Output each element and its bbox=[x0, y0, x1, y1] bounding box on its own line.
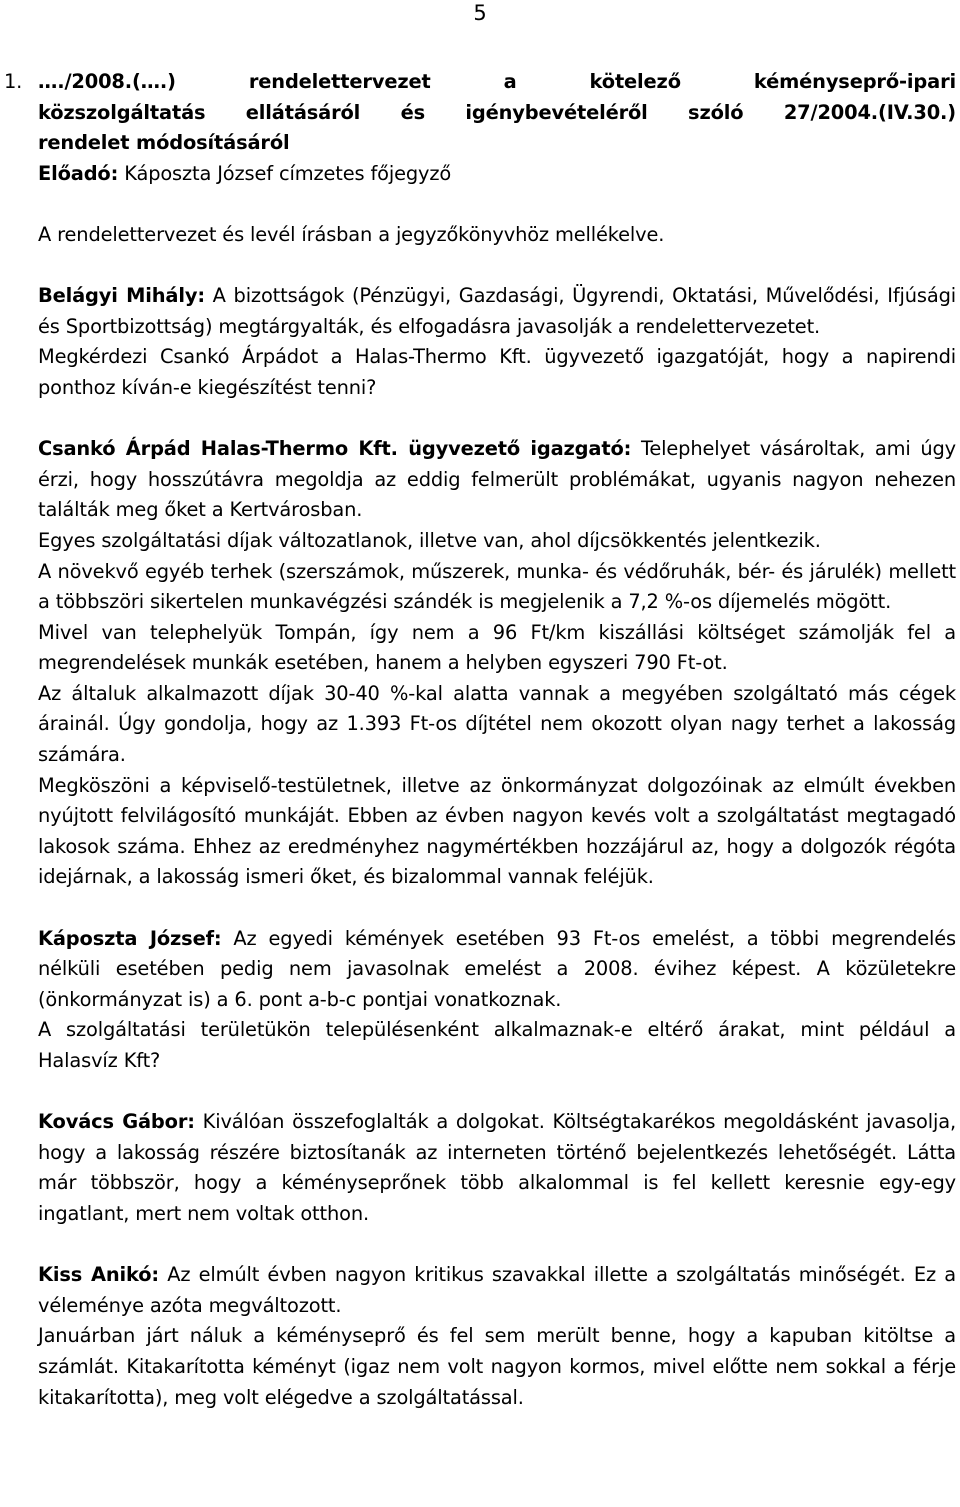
speech-paragraph bbox=[38, 281, 956, 342]
speech-paragraph: Mivel van telephelyük Tompán, így nem a 96 Ft/km kiszállási költséget számolják fel a megrendelések munkák esetében, hanem a helyben egyszeri 790 Ft-ot. bbox=[38, 620, 956, 675]
speech-text: Telephelyet vásároltak, ami úgy érzi, hogy hosszútávra megoldja az eddig felmerült problémákat, ugyanis nagyon nehezen találták meg őket a Kertvárosban. bbox=[38, 437, 957, 522]
speech-block bbox=[38, 1260, 956, 1413]
speaker-name: Csankó Árpád Halas-Thermo Kft. ügyvezető igazgató: bbox=[38, 437, 632, 461]
agenda-title-line-2: közszolgáltatás ellátásáról és igénybevételéről szóló 27/2004.(IV.30.) bbox=[38, 100, 956, 124]
presenter-line bbox=[38, 159, 956, 190]
speaker-name: Kovács Gábor: bbox=[38, 1110, 195, 1134]
agenda-title-line-3: rendelet módosításáról bbox=[38, 131, 290, 155]
agenda-title-line-1: …./2008.(….) rendelettervezet a kötelező kéményseprő-ipari bbox=[38, 70, 956, 93]
agenda-item-title bbox=[4, 67, 956, 159]
speech-block bbox=[38, 281, 956, 403]
speech-text: Az elmúlt évben nagyon kritikus szavakkal illette a szolgáltatás minőségét. Ez a véleménye azóta megváltozott. bbox=[38, 1263, 957, 1317]
presenter-name: Káposzta József címzetes főjegyző bbox=[118, 161, 452, 185]
page-number: 5 bbox=[473, 1, 487, 25]
speech-block bbox=[38, 1107, 956, 1229]
speech-block bbox=[38, 924, 956, 1077]
speech-paragraph: A szolgáltatási területükön településenként alkalmaznak-e eltérő árakat, mint például a Halasvíz Kft? bbox=[38, 1018, 956, 1072]
speech-text: Kiválóan összefoglalták a dolgokat. Költségtakarékos megoldásként javasolja, hogy a lakosság részére biztosítanák az interneten történő bejelentkezés lehetőségét. Látta már többször, hogy a kéményseprőnek több alkalommal is fel kellett keresnie egy-egy ingatlant, mert nem voltak otthon. bbox=[38, 1110, 956, 1225]
speaker-name: Káposzta József: bbox=[38, 926, 222, 950]
speech-paragraph bbox=[38, 1107, 956, 1229]
speech-paragraph: Egyes szolgáltatási díjak változatlanok, illetve van, ahol díjcsökkentés jelentkezik. bbox=[38, 528, 821, 552]
speech-block bbox=[38, 434, 956, 893]
speaker-name: Belágyi Mihály: bbox=[38, 284, 205, 308]
speech-paragraph bbox=[38, 434, 956, 526]
speech-paragraph bbox=[38, 1260, 956, 1321]
speech-paragraph: Januárban járt náluk a kéményseprő és fel sem merült benne, hogy a kapuban kitöltse a számlát. Kitakarította kéményt (igaz nem volt nagyon kormos, mivel előtte nem sokkal a férje kitakarította), meg volt elégedve a szolgáltatással. bbox=[38, 1324, 956, 1409]
document-body bbox=[4, 67, 957, 1413]
speech-text: Az egyedi kémények esetében 93 Ft-os emelést, a többi megrendelés nélküli esetében pedig nem javasolnak emelést a 2008. évihez képest. A közületekre (önkormányzat is) a 6. pont a-b-c pontjai vonatkoznak. bbox=[38, 926, 956, 1011]
speaker-name: Kiss Anikó: bbox=[38, 1263, 159, 1287]
presenter-label: Előadó: bbox=[38, 161, 119, 185]
agenda-item-number: 1. bbox=[4, 70, 23, 93]
speech-paragraph bbox=[38, 924, 956, 1016]
speech-paragraph: Megköszöni a képviselő-testületnek, illetve az önkormányzat dolgozóinak az elmúlt években nyújtott felvilágosító munkáját. Ebben az évben nagyon kevés volt a szolgáltatást megtagadó lakosok száma. Ehhez az eredményhez nagymértékben hozzájárul az, hogy a dolgozók régóta idejárnak, a lakosság ismeri őket, és bizalommal vannak feléjük. bbox=[38, 773, 956, 889]
speech-paragraph: Megkérdezi Csankó Árpádot a Halas-Thermo Kft. ügyvezető igazgatóját, hogy a napirendi ponthoz kíván-e kiegészítést tenni? bbox=[38, 345, 956, 399]
speech-text: A bizottságok (Pénzügyi, Gazdasági, Ügyrendi, Oktatási, Művelődési, Ifjúsági és Sportbizottság) megtárgyalták, és elfogadásra javasolják a rendelettervezetet. bbox=[38, 284, 956, 338]
attachment-note: A rendelettervezet és levél írásban a jegyzőkönyvhöz mellékelve. bbox=[38, 222, 665, 246]
speech-paragraph: Az általuk alkalmazott díjak 30-40 %-kal alatta vannak a megyében szolgáltató más cégek árainál. Úgy gondolja, hogy az 1.393 Ft-os díjtétel nem okozott olyan nagy terhet a lakosság számára. bbox=[38, 681, 956, 767]
speech-paragraph: A növekvő egyéb terhek (szerszámok, műszerek, munka- és védőruhák, bér- és járulék) mellett a többszöri sikertelen munkavégzési szándék is megjelenik a 7,2 %-os díjemelés mögött. bbox=[38, 559, 956, 614]
